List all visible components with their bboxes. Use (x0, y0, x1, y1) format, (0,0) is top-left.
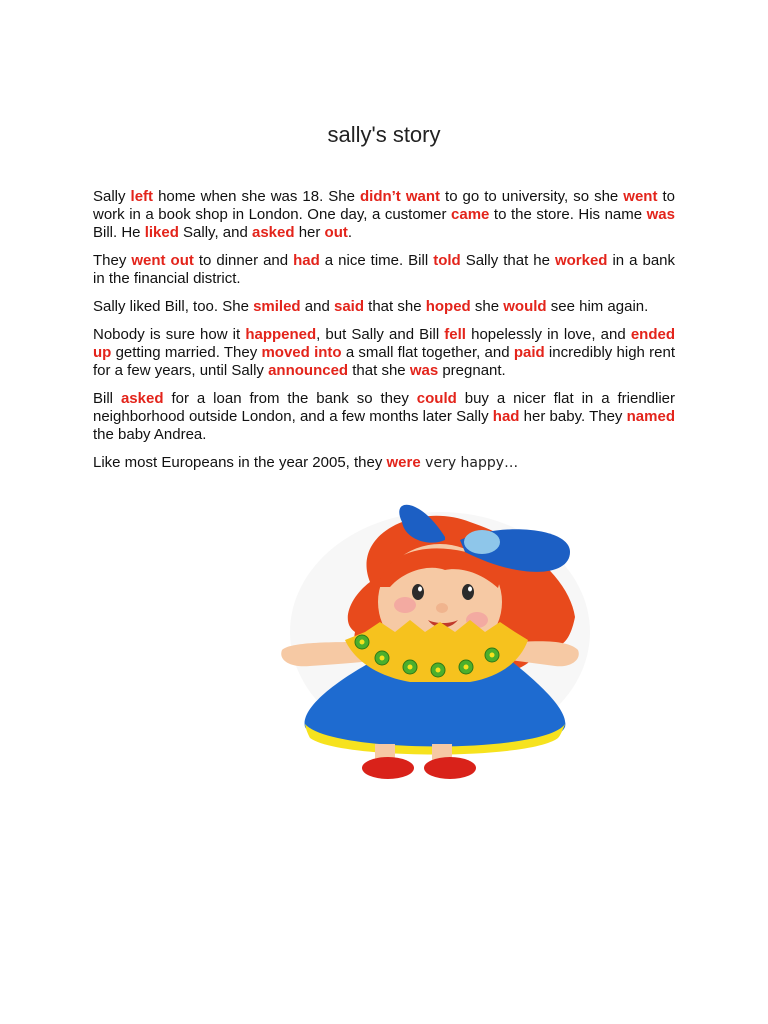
highlighted-verb: had (293, 252, 320, 269)
highlighted-verb: ended up (93, 326, 676, 361)
doll-illustration (270, 492, 590, 782)
paragraph-2 (93, 252, 675, 288)
text-segment: to dinner and (193, 252, 294, 269)
text-segment: for a loan from the bank so they (163, 390, 417, 407)
text-segment: to go to university, so she (440, 188, 624, 205)
highlighted-verb: announced (268, 362, 349, 379)
left-eye (412, 584, 424, 600)
text-segment: buy a nicer flat in a friendlier neighborhood outside London, and a few months later Sally (93, 390, 676, 425)
text-segment: Like most Europeans in the year 2005, they (93, 454, 387, 471)
right-eye (462, 584, 474, 600)
highlighted-verb: were (386, 454, 421, 471)
highlighted-verb: worked (554, 252, 608, 269)
text-segment: see him again. (546, 298, 649, 315)
highlighted-verb: came (451, 206, 490, 223)
highlighted-verb: named (626, 408, 675, 425)
text-segment: to work in a book shop in London. One day, a customer (93, 188, 675, 223)
text-segment: her baby. They (519, 408, 627, 425)
text-segment: Sally, and (178, 224, 252, 241)
text-segment: to the store. His name (489, 206, 647, 223)
text-segment: a small flat together, and (341, 344, 514, 361)
highlighted-verb: asked (120, 390, 164, 407)
highlighted-verb: told (433, 252, 461, 269)
highlighted-verb: left (130, 188, 154, 205)
paragraph-4 (93, 326, 675, 380)
highlighted-verb: liked (144, 224, 179, 241)
text-segment: Sally (93, 188, 131, 205)
page-title: sally's story (327, 122, 441, 147)
highlighted-verb: hoped (425, 298, 471, 315)
text-segment: she (470, 298, 504, 315)
highlighted-verb: went out (131, 252, 194, 269)
text-segment: Nobody is sure how it (93, 326, 246, 343)
text-segment: Bill. He (93, 224, 145, 241)
highlighted-verb: could (416, 390, 457, 407)
text-segment: in a bank in the financial district. (93, 252, 676, 287)
paragraph-3 (93, 298, 675, 316)
highlighted-verb: would (503, 298, 547, 315)
highlighted-verb: smiled (253, 298, 301, 315)
text-segment: hopelessly in love, and (465, 326, 631, 343)
text-segment: getting married. They (111, 344, 262, 361)
story-text (93, 188, 675, 482)
highlighted-verb: moved into (261, 344, 342, 361)
highlighted-verb: had (492, 408, 520, 425)
text-segment: and (300, 298, 334, 315)
text-segment: home when she was 18. She (153, 188, 360, 205)
text-segment: Sally that he (460, 252, 555, 269)
left-shoe (362, 757, 414, 779)
highlighted-verb: out (324, 224, 348, 241)
text-segment: her (294, 224, 325, 241)
text-segment: . (347, 224, 353, 241)
right-shoe (424, 757, 476, 779)
text-segment: that she (364, 298, 426, 315)
highlighted-verb: fell (444, 326, 466, 343)
text-segment: the baby Andrea. (93, 426, 207, 443)
text-segment: that she (348, 362, 410, 379)
paragraph-6 (93, 454, 675, 472)
paragraph-1 (93, 188, 675, 242)
highlighted-verb: paid (513, 344, 545, 361)
highlighted-verb: said (333, 298, 364, 315)
bow-knot (464, 530, 500, 554)
highlighted-verb: was (646, 206, 675, 223)
text-segment: a nice time. Bill (319, 252, 434, 269)
highlighted-verb: was (409, 362, 439, 379)
closing-text: very happy… (420, 455, 519, 471)
text-segment: They (93, 252, 132, 269)
highlighted-verb: went (623, 188, 658, 205)
highlighted-verb: happened (245, 326, 317, 343)
text-segment: , but Sally and Bill (316, 326, 445, 343)
text-segment: Sally liked Bill, too. She (93, 298, 254, 315)
text-segment: Bill (93, 390, 121, 407)
paragraph-5 (93, 390, 675, 444)
highlighted-verb: didn’t want (359, 188, 440, 205)
text-segment: incredibly high rent for a few years, until Sally (93, 344, 675, 379)
text-segment: pregnant. (438, 362, 506, 379)
highlighted-verb: asked (251, 224, 295, 241)
